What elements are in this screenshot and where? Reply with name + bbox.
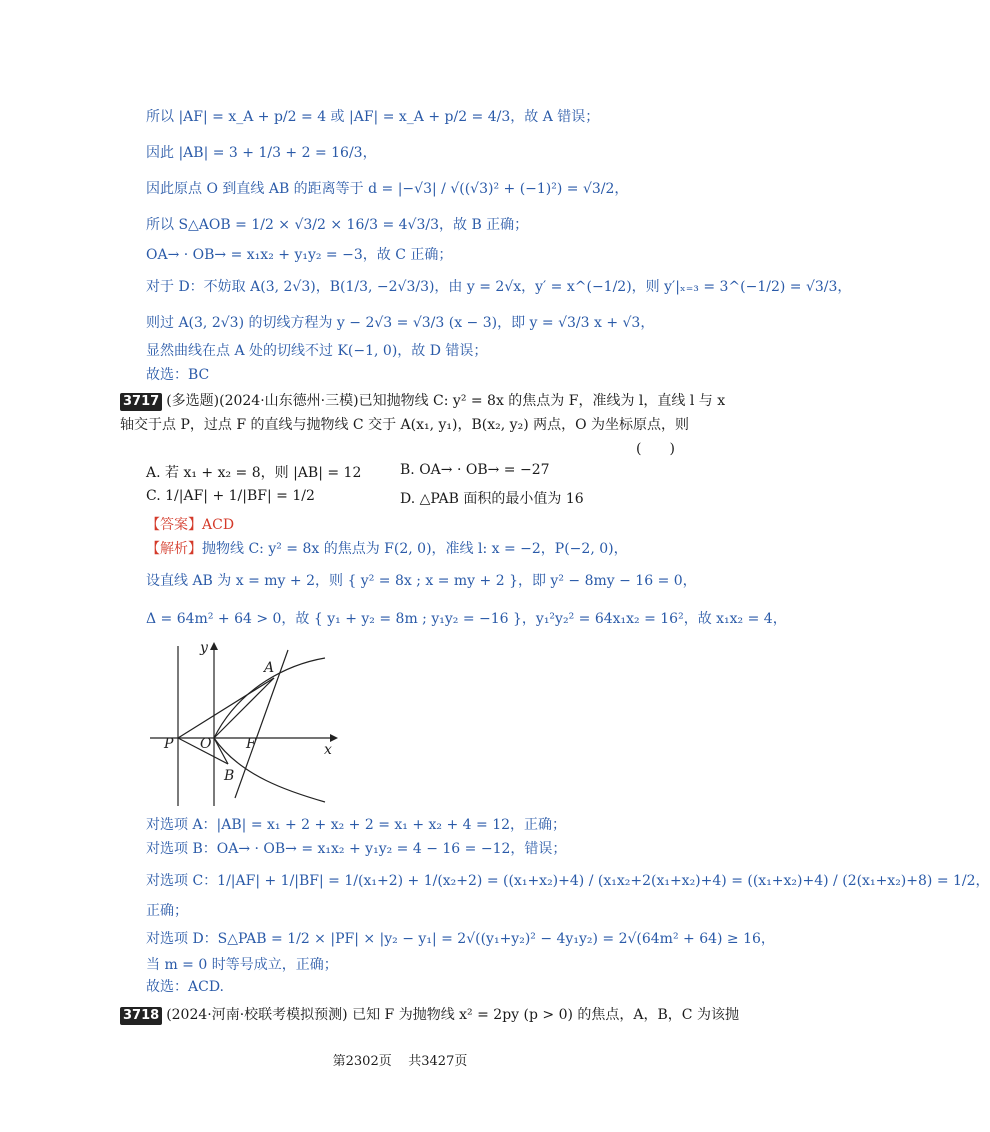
analysis-option-a: 对选项 A：|AB| = x₁ + 2 + x₂ + 2 = x₁ + x₂ + 4 = 12，正确； <box>146 817 567 833</box>
parabola-graph <box>140 636 340 808</box>
analysis-option-d: 对选项 D：S△PAB = 1/2 × |PF| × |y₂ − y₁| = 2√((y₁+y₂)² − 4y₁y₂) = 2√(64m² + 64) ≥ 16， <box>146 931 775 947</box>
question-stem-line-2: 轴交于点 P，过点 F 的直线与抛物线 C 交于 A(x₁, y₁)，B(x₂, y₂) 两点，O 为坐标原点，则 <box>120 417 690 433</box>
question-number: 3717 <box>120 393 162 411</box>
answer-line <box>146 516 234 534</box>
analysis-option-c: 对选项 C：1/|AF| + 1/|BF| = 1/(x₁+2) + 1/(x₂+2) = ((x₁+x₂)+4) / (x₁x₂+2(x₁+x₂)+4) = ((x₁+x₂)+4) / (2(x₁+x₂)+8) = 1/2， <box>146 873 990 889</box>
label-a: A <box>264 660 275 676</box>
question-stem-line-1 <box>120 392 725 411</box>
label-f: F <box>246 736 256 752</box>
analysis-option-b: 对选项 B：OA→ · OB→ = x₁x₂ + y₁y₂ = 4 − 16 = −12，错误； <box>146 841 567 857</box>
label-y: y <box>200 640 208 656</box>
segment-oa <box>214 678 274 738</box>
option-c: C. 1/|AF| + 1/|BF| = 1/2 <box>146 488 315 504</box>
answer-value: ACD <box>202 517 235 533</box>
page-footer <box>0 1050 800 1069</box>
prev-line-2: 因此 |AB| = 3 + 1/3 + 2 = 16/3， <box>146 145 377 161</box>
analysis-label: 【解析】 <box>146 541 202 557</box>
y-axis-arrow <box>210 642 218 650</box>
option-a: A. 若 x₁ + x₂ = 8，则 |AB| = 12 <box>146 465 362 481</box>
analysis-line-2: 设直线 AB 为 x = my + 2，则 { y² = 8x ; x = my + 2 }，即 y² − 8my − 16 = 0， <box>146 573 697 589</box>
analysis-line-3: Δ = 64m² + 64 > 0，故 { y₁ + y₂ = 8m ; y₁y₂ = −16 }，y₁²y₂² = 64x₁x₂ = 16²，故 x₁x₂ = 4， <box>146 611 787 627</box>
prev-line-5: OA→ · OB→ = x₁x₂ + y₁y₂ = −3，故 C 正确； <box>146 247 453 263</box>
analysis-final-choice: 故选：ACD. <box>146 979 224 995</box>
question-3718 <box>120 1006 739 1025</box>
page-number: 第2302页 <box>332 1054 392 1069</box>
prev-line-1: 所以 |AF| = x_A + p/2 = 4 或 |AF| = x_A + p/2 = 4/3，故 A 错误； <box>146 109 600 125</box>
question-tag: (多选题) <box>166 393 220 409</box>
analysis-line-1: 【解析】抛物线 C: y² = 8x 的焦点为 F(2, 0)，准线 l: x = −2，P(−2, 0)， <box>146 541 628 557</box>
question-source: (2024·山东德州·三模) <box>219 393 359 409</box>
option-d: D. △PAB 面积的最小值为 16 <box>400 491 584 507</box>
analysis-option-c-result: 正确； <box>146 903 188 919</box>
prev-line-9: 故选：BC <box>146 367 210 383</box>
prev-line-6: 对于 D：不妨取 A(3, 2√3)，B(1/3, −2√3/3)，由 y = 2√x，y′ = x^(−1/2)，则 y′|ₓ₌₃ = 3^(−1/2) = √3/3， <box>146 279 852 295</box>
question-stem-1: 已知抛物线 C: y² = 8x 的焦点为 F，准线为 l，直线 l 与 x <box>358 393 726 409</box>
label-p: P <box>164 736 174 752</box>
label-b: B <box>224 768 235 784</box>
next-question-number: 3718 <box>120 1007 162 1025</box>
option-b: B. OA→ · OB→ = −27 <box>400 462 550 478</box>
x-axis-arrow <box>330 734 338 742</box>
prev-line-4: 所以 S△AOB = 1/2 × √3/2 × 16/3 = 4√3/3，故 B 正确； <box>146 217 529 233</box>
prev-line-3: 因此原点 O 到直线 AB 的距离等于 d = |−√3| / √((√3)² + (−1)²) = √3/2， <box>146 181 629 197</box>
analysis-equality-note: 当 m = 0 时等号成立，正确； <box>146 957 338 973</box>
page-total: 共3427页 <box>408 1054 468 1069</box>
line-ab <box>235 650 288 798</box>
prev-line-7: 则过 A(3, 2√3) 的切线方程为 y − 2√3 = √3/3 (x − 3)，即 y = √3/3 x + √3， <box>146 315 655 331</box>
label-o: O <box>200 736 212 752</box>
label-x: x <box>324 742 332 758</box>
next-question-text: (2024·河南·校联考模拟预测) 已知 F 为抛物线 x² = 2py (p > 0) 的焦点，A，B，C 为该抛 <box>166 1007 739 1023</box>
answer-paren: ( ) <box>636 441 675 457</box>
prev-line-8: 显然曲线在点 A 处的切线不过 K(−1, 0)，故 D 错误； <box>146 343 488 359</box>
answer-label: 【答案】 <box>146 517 202 533</box>
